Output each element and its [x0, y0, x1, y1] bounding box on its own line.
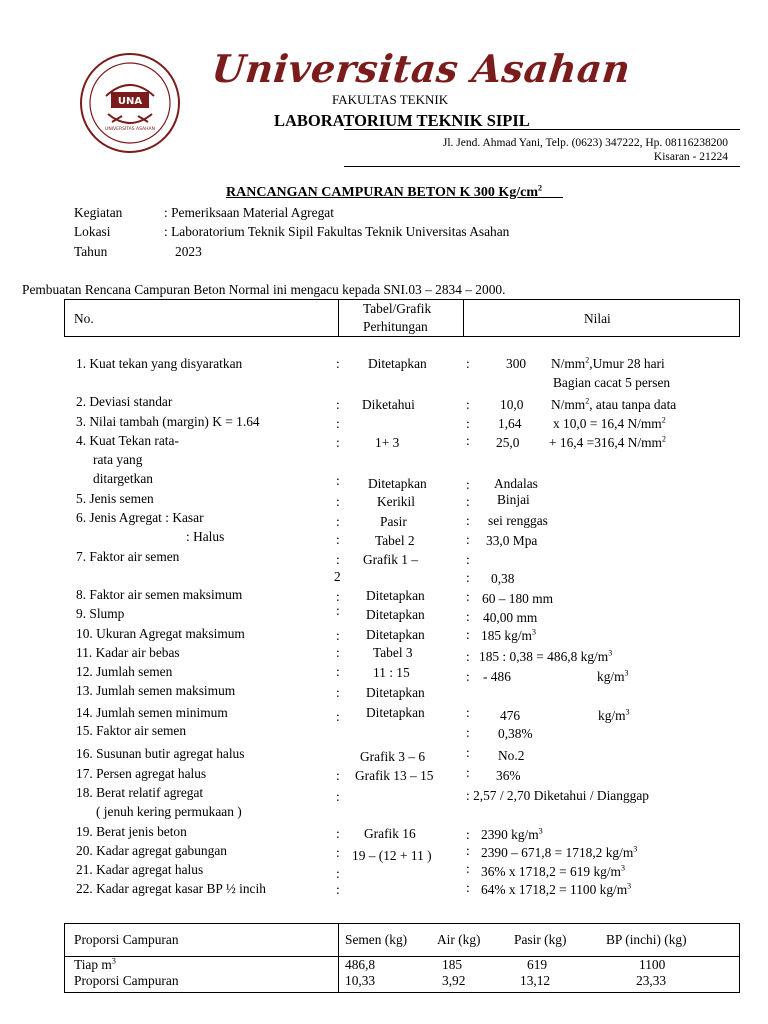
row-value: 185 : 0,38 = 486,8 $kg/m^3$ [479, 648, 613, 664]
row-colon: : [466, 827, 470, 842]
row-label: 13. Jumlah semen maksimum [76, 683, 236, 698]
row-table-ref: Grafik 16 [364, 826, 416, 841]
row-value: 33,0 Mpa [486, 533, 538, 548]
header-perhitungan: Perhitungan [363, 319, 428, 334]
row-colon: : [336, 514, 340, 529]
row-colon: : [466, 433, 470, 448]
row-label: 17. Persen agregat halus [76, 766, 207, 781]
row-table-ref: Ditetapkan [366, 627, 425, 642]
address-city: Kisaran - 21224 [653, 151, 728, 163]
row-label: 20. Kadar agregat gabungan [76, 843, 227, 858]
row-value: 0,38% [498, 726, 533, 741]
row-value: 60 – 180 mm [482, 591, 554, 606]
svg-text:UNIVERSITAS ASAHAN: UNIVERSITAS ASAHAN [105, 127, 155, 132]
row-unit: $kg/m^3$ [598, 707, 630, 723]
row-value: 2390 – 671,8 = 1718,2 $kg/m^3$ [481, 844, 638, 860]
row-label-cont: rata yang [93, 452, 143, 467]
row-label: 7. Faktor air semen [76, 549, 180, 564]
row-label: 2. Deviasi standar [76, 394, 173, 409]
row-label: 16. Susunan butir agregat halus [76, 746, 245, 761]
table-divider [338, 923, 339, 993]
proportion-header-semen: Semen (kg) [345, 932, 408, 947]
row-colon: : [466, 532, 470, 547]
row-label: 6. Jenis Agregat : Kasar [76, 510, 204, 525]
row-value: Andalas [494, 476, 538, 491]
info-label-kegiatan: Kegiatan [74, 205, 123, 220]
row-colon: : [466, 416, 470, 431]
row-colon: : [336, 603, 340, 618]
document-title: RANCANGAN CAMPURAN BETON K 300 $Kg/cm^2$ [226, 183, 543, 200]
header-nilai: Nilai [584, 311, 611, 326]
row-colon: : [466, 705, 470, 720]
row-colon: : [336, 416, 340, 431]
row-colon: : [466, 627, 470, 642]
row-unit: $N/mm^2$, atau tanpa data [551, 396, 677, 412]
row-colon: : [336, 473, 340, 488]
row-table-ref: Grafik 13 – 15 [355, 768, 434, 783]
university-logo [78, 52, 182, 154]
address-line: Jl. Jend. Ahmad Yani, Telp. (0623) 347222, Hp. 08116238200 [442, 137, 728, 149]
row-colon: : [336, 435, 340, 450]
info-value-tahun: 2023 [175, 244, 202, 259]
proportion-cell: 13,12 [520, 973, 551, 988]
proportion-cell: 10,33 [345, 973, 376, 988]
faculty-name: FAKULTAS TEKNIK [332, 92, 449, 107]
row-value: 2390 $kg/m^3$ [481, 826, 543, 842]
row-colon: : [336, 494, 340, 509]
row-unit: $N/mm^2,Umur$ 28 hari [551, 355, 665, 371]
proportion-header-label: Proporsi Campuran [74, 932, 179, 947]
row-table-ref: Grafik 3 – 6 [360, 749, 426, 764]
row-value: 10,0 [500, 397, 524, 412]
row-table-ref: 11 : 15 [373, 665, 410, 680]
proportion-cell: 1100 [639, 957, 666, 972]
row-note: Bagian cacat 5 persen [553, 375, 671, 390]
row-label: 3. Nilai tambah (margin) K = 1.64 [76, 414, 260, 429]
row-table-ref: Tabel 3 [373, 645, 413, 660]
row-value: No.2 [498, 748, 525, 763]
row-value: Binjai [497, 492, 530, 507]
proportion-header-bp: BP (inchi) (kg) [606, 932, 687, 947]
proportion-cell: 185 [442, 957, 463, 972]
row-colon: : [336, 789, 340, 804]
proportion-row-label: Tiap $m^3$ [74, 956, 116, 972]
row-value: 36% [496, 768, 521, 783]
row-colon: : [466, 513, 470, 528]
intro-text: Pembuatan Rencana Campuran Beton Normal ini mengacu kepada SNI.03 – 2834 – 2000. [22, 282, 506, 297]
info-label-tahun: Tahun [74, 244, 108, 259]
row-colon: : [336, 532, 340, 547]
row-colon: : [466, 861, 470, 876]
row-colon: : [466, 880, 470, 895]
row-colon: : [336, 882, 340, 897]
row-unit: + 16,4 =316,4 $N/mm^2$ [549, 434, 666, 450]
table-divider [463, 299, 464, 337]
row-table-ref: Ditetapkan [366, 588, 425, 603]
row-colon: : [466, 609, 470, 624]
row-colon: : [466, 765, 470, 780]
row-value: - 486 [483, 669, 511, 684]
info-value-kegiatan: : Pemeriksaan Material Agregat [164, 205, 334, 220]
row-label: 11. Kadar air bebas [76, 645, 180, 660]
university-name: Universitas Asahan [209, 46, 633, 91]
header-rule [344, 129, 740, 130]
row-value: : 2,57 / 2,70 Diketahui / Dianggap [466, 788, 649, 803]
row-label: 9. Slump [76, 606, 125, 621]
row-table-ref: Ditetapkan [366, 607, 425, 622]
row-value: 64% x 1718,2 = 1100 $kg/m^3$ [481, 881, 632, 897]
row-label: 5. Jenis semen [76, 491, 154, 506]
header-tabel: Tabel/Grafik [363, 301, 432, 316]
row-colon: : [466, 649, 470, 664]
row-value: 36% x 1718,2 = 619 $kg/m^3$ [481, 863, 625, 879]
row-table-ref: 19 – (12 + 11 ) [352, 848, 432, 863]
row-table-ref: Ditetapkan [366, 685, 425, 700]
proportion-cell: 23,33 [636, 973, 667, 988]
row-label: 1. Kuat tekan yang disyaratkan [76, 356, 243, 371]
row-colon: : [466, 570, 470, 585]
row-value: 476 [500, 708, 521, 723]
info-label-lokasi: Lokasi [74, 224, 111, 239]
proportion-header-air: Air (kg) [437, 932, 481, 947]
row-table-ref: Kerikil [377, 494, 415, 509]
row-label: 12. Jumlah semen [76, 664, 173, 679]
row-label: 18. Berat relatif agregat [76, 785, 204, 800]
row-colon: : [336, 845, 340, 860]
row-value: sei renggas [488, 513, 548, 528]
header-no: No. [74, 311, 94, 326]
row-colon: : [336, 628, 340, 643]
proportion-cell: 486,8 [345, 957, 376, 972]
row-colon: : [336, 664, 340, 679]
row-value: 40,00 mm [483, 610, 538, 625]
row-colon: : [336, 826, 340, 841]
proportion-cell: 3,92 [442, 973, 466, 988]
row-table-ref-cont: 2 [334, 569, 341, 584]
row-value: 185 $kg/m^3$ [481, 627, 536, 643]
row-label: 22. Kadar agregat kasar BP ½ incih [76, 881, 266, 896]
row-table-ref: Ditetapkan [368, 476, 427, 491]
row-label-cont: : Halus [186, 529, 225, 544]
row-table-ref: Pasir [380, 514, 407, 529]
row-colon: : [466, 669, 470, 684]
row-colon: : [466, 397, 470, 412]
svg-text:UNA: UNA [117, 96, 143, 107]
row-colon: : [336, 397, 340, 412]
header-rule-bottom [344, 166, 740, 167]
row-colon: : [466, 494, 470, 509]
row-label: 21. Kadar agregat halus [76, 862, 204, 877]
row-label: 15. Faktor air semen [76, 723, 187, 738]
row-unit: $kg/m^3$ [597, 668, 629, 684]
row-colon: : [466, 356, 470, 371]
row-colon: : [336, 709, 340, 724]
row-table-ref: Tabel 2 [375, 533, 415, 548]
row-colon: : [336, 552, 340, 567]
row-table-ref: Ditetapkan [366, 705, 425, 720]
row-value: 0,38 [491, 571, 515, 586]
row-table-ref: Diketahui [362, 397, 415, 412]
table-divider [338, 299, 339, 337]
info-value-lokasi: : Laboratorium Teknik Sipil Fakultas Teknik Universitas Asahan [164, 224, 510, 239]
proportion-header-pasir: Pasir (kg) [514, 932, 567, 947]
row-label: 14. Jumlah semen minimum [76, 705, 228, 720]
row-colon: : [466, 725, 470, 740]
row-value: 300 [506, 356, 527, 371]
row-colon: : [336, 645, 340, 660]
proportion-cell: 619 [527, 957, 548, 972]
row-label-cont: ( jenuh kering permukaan ) [96, 804, 242, 819]
row-value: 25,0 [496, 435, 520, 450]
row-label: 10. Ukuran Agregat maksimum [76, 626, 245, 641]
row-table-ref: Grafik 1 – [363, 552, 419, 567]
laboratory-name: LABORATORIUM TEKNIK SIPIL [274, 111, 530, 130]
row-colon: : [336, 866, 340, 881]
row-colon: : [466, 589, 470, 604]
row-label: 4. Kuat Tekan rata- [76, 433, 179, 448]
row-table-ref: Ditetapkan [368, 356, 427, 371]
proportion-row-label: Proporsi Campuran [74, 973, 179, 988]
row-label: 19. Berat jenis beton [76, 824, 187, 839]
row-colon: : [336, 768, 340, 783]
row-colon: : [466, 477, 470, 492]
row-label: 8. Faktor air semen maksimum [76, 587, 243, 602]
row-colon: : [336, 356, 340, 371]
row-colon: : [466, 745, 470, 760]
row-colon: : [336, 685, 340, 700]
row-colon: : [466, 552, 470, 567]
row-label-cont: ditargetkan [93, 471, 153, 486]
row-value: 1,64 [498, 416, 522, 431]
row-colon: : [336, 589, 340, 604]
row-colon: : [466, 843, 470, 858]
row-table-ref: 1+ 3 [375, 435, 400, 450]
row-unit: x 10,0 = 16,4 $N/mm^2$ [553, 415, 666, 431]
